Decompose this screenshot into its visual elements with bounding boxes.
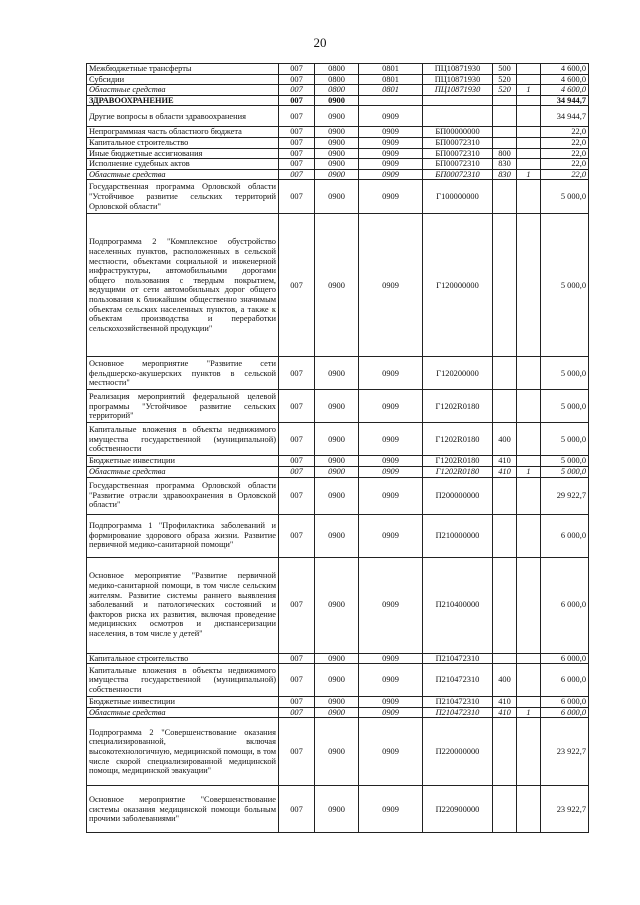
table-row — [87, 664, 589, 697]
row-name-cell: Бюджетные инвестиции — [87, 697, 279, 708]
amount-cell: 34 944,7 — [541, 106, 589, 127]
target-article-cell: Г1202R0180 — [423, 456, 493, 467]
target-article-cell: ПЦ10871930 — [423, 74, 493, 85]
subsection-code-cell: 0909 — [359, 786, 423, 833]
table-row — [87, 159, 589, 170]
ministry-code-cell: 007 — [279, 664, 315, 697]
table-row — [87, 127, 589, 138]
target-article-cell: ПЦ10871930 — [423, 85, 493, 96]
funding-source-cell — [517, 718, 541, 786]
target-article-cell: Г120000000 — [423, 214, 493, 357]
funding-source-cell — [517, 697, 541, 708]
target-article-cell: П210472310 — [423, 707, 493, 718]
ministry-code-cell: 007 — [279, 357, 315, 390]
funding-source-cell — [517, 477, 541, 514]
subsection-code-cell: 0909 — [359, 169, 423, 180]
amount-cell: 22,0 — [541, 137, 589, 148]
ministry-code-cell: 007 — [279, 159, 315, 170]
subsection-code-cell: 0909 — [359, 697, 423, 708]
funding-source-cell — [517, 95, 541, 106]
row-name-cell: Иные бюджетные ассигнования — [87, 148, 279, 159]
expense-type-cell — [493, 557, 517, 653]
row-name-cell: Реализация мероприятий федеральной целевой программы "Устойчивое развитие сельских территорий" — [87, 390, 279, 423]
ministry-code-cell: 007 — [279, 169, 315, 180]
expense-type-cell: 830 — [493, 159, 517, 170]
table-row — [87, 106, 589, 127]
table-row — [87, 707, 589, 718]
amount-cell: 22,0 — [541, 148, 589, 159]
subsection-code-cell: 0909 — [359, 148, 423, 159]
row-name-cell: Основное мероприятие "Развитие первичной медико-санитарной помощи, в том числе сельским жителям. Развитие системы раннего выявления заболеваний и патологических состояний и факторов риска их развития, включая проведение медицинских осмотров и диспансеризации населения, в том числе у детей" — [87, 557, 279, 653]
target-article-cell: Г1202R0180 — [423, 390, 493, 423]
row-name-cell: Субсидии — [87, 74, 279, 85]
ministry-code-cell: 007 — [279, 718, 315, 786]
subsection-code-cell: 0801 — [359, 85, 423, 96]
amount-cell: 5 000,0 — [541, 423, 589, 456]
expense-type-cell — [493, 514, 517, 557]
target-article-cell: БП00072310 — [423, 159, 493, 170]
row-name-cell: Подпрограмма 2 "Совершенствование оказания специализированной, включая высокотехнологичную, медицинской помощи, в том числе скорой специализированной медицинской помощи, медицинской эвакуации" — [87, 718, 279, 786]
funding-source-cell — [517, 557, 541, 653]
row-name-cell: Подпрограмма 1 "Профилактика заболеваний и формирование здорового образа жизни. Развитие первичной медико-санитарной помощи" — [87, 514, 279, 557]
funding-source-cell — [517, 423, 541, 456]
table-row — [87, 390, 589, 423]
subsection-code-cell: 0909 — [359, 514, 423, 557]
table-row — [87, 786, 589, 833]
amount-cell: 22,0 — [541, 127, 589, 138]
amount-cell: 5 000,0 — [541, 180, 589, 214]
subsection-code-cell: 0909 — [359, 214, 423, 357]
section-code-cell: 0900 — [315, 423, 359, 456]
section-code-cell: 0900 — [315, 664, 359, 697]
row-name-cell: Другие вопросы в области здравоохранения — [87, 106, 279, 127]
expense-type-cell — [493, 357, 517, 390]
section-code-cell: 0800 — [315, 85, 359, 96]
table-row — [87, 95, 589, 106]
section-code-cell: 0900 — [315, 653, 359, 664]
ministry-code-cell: 007 — [279, 466, 315, 477]
subsection-code-cell: 0909 — [359, 127, 423, 138]
expense-type-cell: 520 — [493, 85, 517, 96]
row-name-cell: Межбюджетные трансферты — [87, 64, 279, 75]
table-row — [87, 180, 589, 214]
funding-source-cell — [517, 653, 541, 664]
amount-cell: 29 922,7 — [541, 477, 589, 514]
section-code-cell: 0900 — [315, 357, 359, 390]
expense-type-cell: 520 — [493, 74, 517, 85]
expense-type-cell: 410 — [493, 466, 517, 477]
row-name-cell: Капитальные вложения в объекты недвижимого имущества государственной (муниципальной) собственности — [87, 423, 279, 456]
target-article-cell: П220000000 — [423, 718, 493, 786]
row-name-cell: Основное мероприятие "Развитие сети фельдшерско-акушерских пунктов в сельской местности" — [87, 357, 279, 390]
table-row — [87, 557, 589, 653]
table-row — [87, 718, 589, 786]
ministry-code-cell: 007 — [279, 148, 315, 159]
row-name-cell: Областные средства — [87, 169, 279, 180]
target-article-cell: Г100000000 — [423, 180, 493, 214]
target-article-cell: ПЦ10871930 — [423, 64, 493, 75]
table-row — [87, 514, 589, 557]
subsection-code-cell: 0909 — [359, 707, 423, 718]
funding-source-cell — [517, 514, 541, 557]
funding-source-cell — [517, 786, 541, 833]
subsection-code-cell: 0909 — [359, 423, 423, 456]
table-row — [87, 214, 589, 357]
row-name-cell: Областные средства — [87, 85, 279, 96]
amount-cell: 5 000,0 — [541, 390, 589, 423]
section-code-cell: 0900 — [315, 557, 359, 653]
table-row — [87, 85, 589, 96]
section-code-cell: 0900 — [315, 106, 359, 127]
row-name-cell: Капитальное строительство — [87, 653, 279, 664]
expense-type-cell: 410 — [493, 707, 517, 718]
subsection-code-cell: 0801 — [359, 64, 423, 75]
row-name-cell: Государственная программа Орловской области "Устойчивое развитие сельских территорий Орловской области" — [87, 180, 279, 214]
expense-type-cell: 410 — [493, 456, 517, 467]
row-name-cell: Основное мероприятие "Совершенствование системы оказания медицинской помощи больным прочими заболеваниями" — [87, 786, 279, 833]
ministry-code-cell: 007 — [279, 514, 315, 557]
subsection-code-cell: 0909 — [359, 477, 423, 514]
table-row — [87, 169, 589, 180]
row-name-cell: Областные средства — [87, 707, 279, 718]
subsection-code-cell: 0909 — [359, 653, 423, 664]
target-article-cell: П200000000 — [423, 477, 493, 514]
amount-cell: 4 600,0 — [541, 85, 589, 96]
amount-cell: 4 600,0 — [541, 64, 589, 75]
subsection-code-cell: 0909 — [359, 557, 423, 653]
ministry-code-cell: 007 — [279, 697, 315, 708]
ministry-code-cell: 007 — [279, 707, 315, 718]
section-code-cell: 0900 — [315, 148, 359, 159]
amount-cell: 23 922,7 — [541, 718, 589, 786]
table-row — [87, 357, 589, 390]
funding-source-cell: 1 — [517, 466, 541, 477]
expense-type-cell — [493, 214, 517, 357]
target-article-cell: Г1202R0180 — [423, 423, 493, 456]
table-row — [87, 477, 589, 514]
ministry-code-cell: 007 — [279, 423, 315, 456]
subsection-code-cell: 0909 — [359, 718, 423, 786]
funding-source-cell — [517, 214, 541, 357]
expense-type-cell — [493, 137, 517, 148]
ministry-code-cell: 007 — [279, 85, 315, 96]
ministry-code-cell: 007 — [279, 786, 315, 833]
subsection-code-cell: 0909 — [359, 664, 423, 697]
table-row — [87, 423, 589, 456]
ministry-code-cell: 007 — [279, 477, 315, 514]
amount-cell: 6 000,0 — [541, 697, 589, 708]
section-code-cell: 0900 — [315, 169, 359, 180]
subsection-code-cell: 0909 — [359, 137, 423, 148]
subsection-code-cell: 0909 — [359, 159, 423, 170]
expense-type-cell — [493, 477, 517, 514]
ministry-code-cell: 007 — [279, 137, 315, 148]
target-article-cell: БП00072310 — [423, 137, 493, 148]
ministry-code-cell: 007 — [279, 64, 315, 75]
row-name-cell: Областные средства — [87, 466, 279, 477]
expense-type-cell — [493, 653, 517, 664]
amount-cell: 5 000,0 — [541, 466, 589, 477]
expense-type-cell: 400 — [493, 664, 517, 697]
ministry-code-cell: 007 — [279, 653, 315, 664]
target-article-cell: П210472310 — [423, 664, 493, 697]
subsection-code-cell: 0801 — [359, 74, 423, 85]
expense-type-cell — [493, 786, 517, 833]
amount-cell: 6 000,0 — [541, 707, 589, 718]
amount-cell: 34 944,7 — [541, 95, 589, 106]
budget-table-body — [87, 64, 589, 833]
funding-source-cell — [517, 74, 541, 85]
ministry-code-cell: 007 — [279, 127, 315, 138]
ministry-code-cell: 007 — [279, 214, 315, 357]
subsection-code-cell: 0909 — [359, 180, 423, 214]
funding-source-cell — [517, 148, 541, 159]
amount-cell: 5 000,0 — [541, 214, 589, 357]
subsection-code-cell: 0909 — [359, 466, 423, 477]
target-article-cell: БП00072310 — [423, 148, 493, 159]
expense-type-cell — [493, 718, 517, 786]
row-name-cell: Подпрограмма 2 "Комплексное обустройство населенных пунктов, расположенных в сельской местности, объектами социальной и инженерной инфраструктуры, автомобильными дорогами общего пользования с твердым покрытием, ведущими от сети автомобильных дорог общего пользования к ближайшим общественно значимым объектам сельских населенных пунктов, а также к объектам производства и переработки сельскохозяйственной продукции" — [87, 214, 279, 357]
target-article-cell: Г1202R0180 — [423, 466, 493, 477]
expense-type-cell: 410 — [493, 697, 517, 708]
subsection-code-cell: 0909 — [359, 106, 423, 127]
table-row — [87, 74, 589, 85]
section-code-cell: 0900 — [315, 137, 359, 148]
funding-source-cell: 1 — [517, 85, 541, 96]
amount-cell: 23 922,7 — [541, 786, 589, 833]
funding-source-cell: 1 — [517, 707, 541, 718]
amount-cell: 5 000,0 — [541, 357, 589, 390]
expense-type-cell: 800 — [493, 148, 517, 159]
expense-type-cell — [493, 180, 517, 214]
section-code-cell: 0900 — [315, 127, 359, 138]
ministry-code-cell: 007 — [279, 74, 315, 85]
section-code-cell: 0900 — [315, 466, 359, 477]
amount-cell: 6 000,0 — [541, 514, 589, 557]
target-article-cell — [423, 106, 493, 127]
funding-source-cell — [517, 664, 541, 697]
subsection-code-cell: 0909 — [359, 357, 423, 390]
section-code-cell: 0900 — [315, 786, 359, 833]
expense-type-cell — [493, 95, 517, 106]
page-number: 20 — [313, 35, 327, 50]
funding-source-cell: 1 — [517, 169, 541, 180]
table-row — [87, 148, 589, 159]
target-article-cell: БП00000000 — [423, 127, 493, 138]
subsection-code-cell — [359, 95, 423, 106]
row-name-cell: Капитальное строительство — [87, 137, 279, 148]
amount-cell: 6 000,0 — [541, 653, 589, 664]
row-name-cell: Государственная программа Орловской области "Развитие отрасли здравоохранения в Орловской области" — [87, 477, 279, 514]
target-article-cell: П210000000 — [423, 514, 493, 557]
funding-source-cell — [517, 390, 541, 423]
table-row — [87, 64, 589, 75]
ministry-code-cell: 007 — [279, 557, 315, 653]
amount-cell: 5 000,0 — [541, 456, 589, 467]
table-row — [87, 466, 589, 477]
funding-source-cell — [517, 456, 541, 467]
funding-source-cell — [517, 180, 541, 214]
expense-type-cell — [493, 127, 517, 138]
section-code-cell: 0900 — [315, 718, 359, 786]
row-name-cell: Непрограммная часть областного бюджета — [87, 127, 279, 138]
table-row — [87, 456, 589, 467]
amount-cell: 22,0 — [541, 169, 589, 180]
budget-table — [86, 63, 589, 833]
section-code-cell: 0900 — [315, 95, 359, 106]
section-code-cell: 0900 — [315, 697, 359, 708]
expense-type-cell: 830 — [493, 169, 517, 180]
amount-cell: 22,0 — [541, 159, 589, 170]
expense-type-cell: 500 — [493, 64, 517, 75]
section-code-cell: 0900 — [315, 159, 359, 170]
target-article-cell: Г120200000 — [423, 357, 493, 390]
table-row — [87, 653, 589, 664]
ministry-code-cell: 007 — [279, 106, 315, 127]
section-code-cell: 0900 — [315, 390, 359, 423]
ministry-code-cell: 007 — [279, 95, 315, 106]
amount-cell: 6 000,0 — [541, 557, 589, 653]
row-name-cell: Капитальные вложения в объекты недвижимого имущества государственной (муниципальной) собственности — [87, 664, 279, 697]
target-article-cell — [423, 95, 493, 106]
section-code-cell: 0800 — [315, 64, 359, 75]
target-article-cell: П210472310 — [423, 697, 493, 708]
target-article-cell: БП00072310 — [423, 169, 493, 180]
target-article-cell: П210400000 — [423, 557, 493, 653]
amount-cell: 4 600,0 — [541, 74, 589, 85]
funding-source-cell — [517, 64, 541, 75]
amount-cell: 6 000,0 — [541, 664, 589, 697]
table-row — [87, 697, 589, 708]
target-article-cell: П220900000 — [423, 786, 493, 833]
expense-type-cell — [493, 106, 517, 127]
subsection-code-cell: 0909 — [359, 390, 423, 423]
expense-type-cell — [493, 390, 517, 423]
target-article-cell: П210472310 — [423, 653, 493, 664]
ministry-code-cell: 007 — [279, 456, 315, 467]
funding-source-cell — [517, 159, 541, 170]
subsection-code-cell: 0909 — [359, 456, 423, 467]
section-code-cell: 0900 — [315, 707, 359, 718]
section-code-cell: 0800 — [315, 74, 359, 85]
section-code-cell: 0900 — [315, 180, 359, 214]
ministry-code-cell: 007 — [279, 180, 315, 214]
section-code-cell: 0900 — [315, 456, 359, 467]
funding-source-cell — [517, 127, 541, 138]
row-name-cell: Бюджетные инвестиции — [87, 456, 279, 467]
section-code-cell: 0900 — [315, 477, 359, 514]
funding-source-cell — [517, 357, 541, 390]
section-code-cell: 0900 — [315, 514, 359, 557]
ministry-code-cell: 007 — [279, 390, 315, 423]
expense-type-cell: 400 — [493, 423, 517, 456]
funding-source-cell — [517, 106, 541, 127]
funding-source-cell — [517, 137, 541, 148]
table-row — [87, 137, 589, 148]
section-code-cell: 0900 — [315, 214, 359, 357]
row-name-cell: ЗДРАВООХРАНЕНИЕ — [87, 95, 279, 106]
row-name-cell: Исполнение судебных актов — [87, 159, 279, 170]
